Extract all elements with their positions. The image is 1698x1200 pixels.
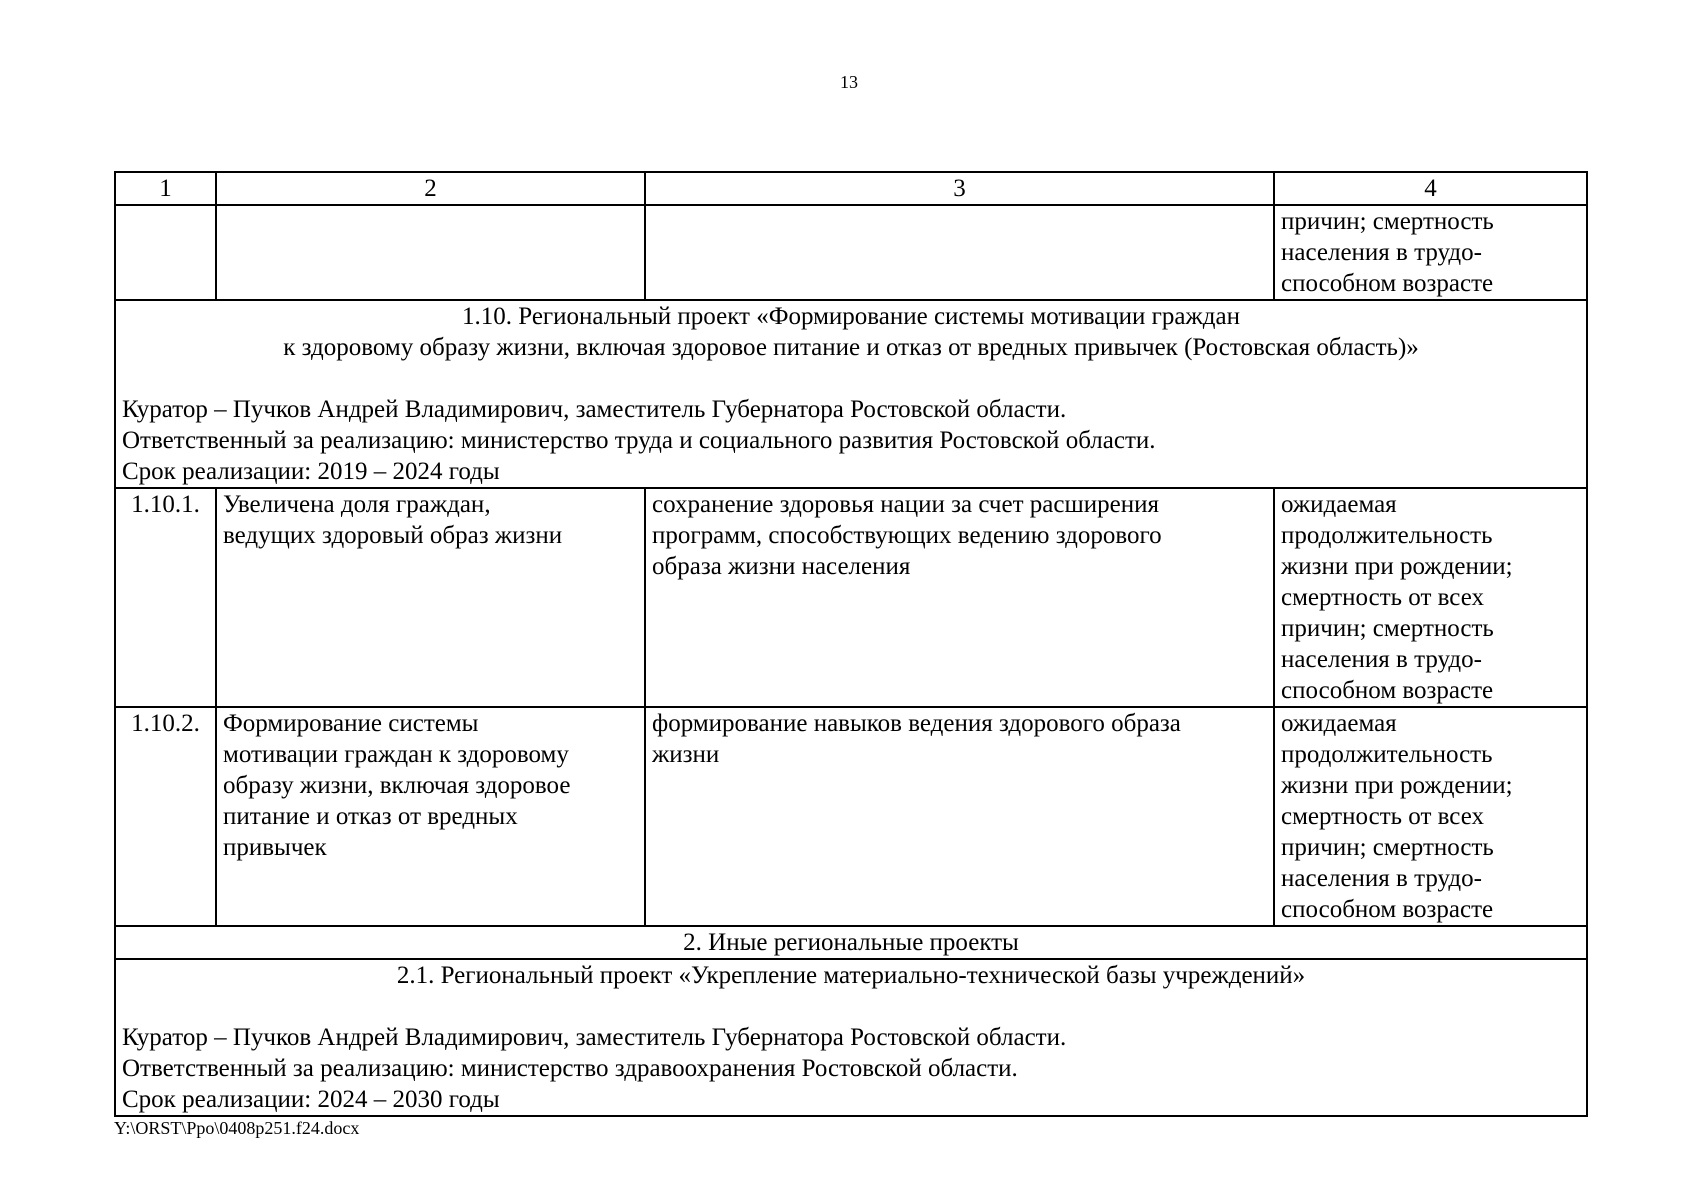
project-1-10-section — [115, 300, 1587, 488]
text-line: жизни при рождении; — [1281, 772, 1513, 799]
text-line: Увеличена доля граждан, — [223, 491, 491, 518]
text-line: жизни — [652, 741, 720, 768]
row-number: 1.10.2. — [115, 707, 216, 926]
text-line: Формирование системы — [223, 710, 479, 737]
project-2-1-section — [115, 959, 1587, 1116]
continuation-col3 — [645, 205, 1274, 300]
text-line: привычек — [223, 834, 327, 861]
text-line: смертность от всех — [1281, 803, 1484, 830]
project-1-10-title-line-1: 1.10. Региональный проект «Формирование системы мотивации граждан — [462, 303, 1240, 330]
row-indicators — [1274, 707, 1587, 926]
row-description — [645, 707, 1274, 926]
text-line: населения в трудо- — [1281, 239, 1482, 266]
text-line: населения в трудо- — [1281, 865, 1482, 892]
spacer — [122, 363, 1580, 394]
text-line: программ, способствующих ведению здорового — [652, 522, 1162, 549]
table-row-1-10-2 — [115, 707, 1587, 926]
text-line: населения в трудо- — [1281, 646, 1482, 673]
section-2-row — [115, 926, 1587, 959]
row-result — [216, 707, 645, 926]
table-header-row — [115, 172, 1587, 205]
text-line: жизни при рождении; — [1281, 553, 1513, 580]
text-line: питание и отказ от вредных — [223, 803, 518, 830]
text-line: формирование навыков ведения здорового образа — [652, 710, 1181, 737]
project-1-10-title-line-2: к здоровому образу жизни, включая здоровое питание и отказ от вредных привычек (Ростовская область)» — [283, 334, 1419, 361]
text-line: причин; смертность — [1281, 834, 1494, 861]
text-line: способном возрасте — [1281, 270, 1494, 297]
column-number-3: 3 — [645, 172, 1274, 205]
column-number-1: 1 — [115, 172, 216, 205]
section-2-title: 2. Иные региональные проекты — [115, 926, 1587, 959]
text-line: образа жизни населения — [652, 553, 911, 580]
text-line: ожидаемая — [1281, 491, 1397, 518]
text-line: способном возрасте — [1281, 896, 1494, 923]
row-number: 1.10.1. — [115, 488, 216, 707]
row-description — [645, 488, 1274, 707]
project-2-1-title: 2.1. Региональный проект «Укрепление материально-технической базы учреждений» — [396, 962, 1306, 989]
project-2-1-cell — [115, 959, 1587, 1116]
column-number-4: 4 — [1274, 172, 1587, 205]
document-table — [114, 171, 1588, 1117]
continuation-col2 — [216, 205, 645, 300]
project-1-10-term: Срок реализации: 2019 – 2024 годы — [122, 458, 500, 485]
text-line: причин; смертность — [1281, 208, 1494, 235]
page-number: 13 — [840, 72, 858, 92]
text-line: сохранение здоровья нации за счет расширения — [652, 491, 1159, 518]
text-line: способном возрасте — [1281, 677, 1494, 704]
text-line: продолжительность — [1281, 522, 1493, 549]
footer-file-path: Y:\ORST\Ppo\0408p251.f24.docx — [114, 1118, 360, 1138]
text-line: продолжительность — [1281, 741, 1493, 768]
project-1-10-cell — [115, 300, 1587, 488]
table-row-1-10-1 — [115, 488, 1587, 707]
row-indicators — [1274, 488, 1587, 707]
project-1-10-curator: Куратор – Пучков Андрей Владимирович, заместитель Губернатора Ростовской области. — [122, 396, 1067, 423]
text-line: мотивации граждан к здоровому — [223, 741, 569, 768]
text-line: ведущих здоровый образ жизни — [223, 522, 563, 549]
continuation-col1 — [115, 205, 216, 300]
text-line: образу жизни, включая здоровое — [223, 772, 571, 799]
continuation-col4 — [1274, 205, 1587, 300]
column-number-2: 2 — [216, 172, 645, 205]
project-2-1-term: Срок реализации: 2024 – 2030 годы — [122, 1086, 500, 1113]
text-line: причин; смертность — [1281, 615, 1494, 642]
spacer — [122, 991, 1580, 1022]
project-1-10-responsible: Ответственный за реализацию: министерство труда и социального развития Ростовской области. — [122, 427, 1156, 454]
project-2-1-curator: Куратор – Пучков Андрей Владимирович, заместитель Губернатора Ростовской области. — [122, 1024, 1067, 1051]
text-line: смертность от всех — [1281, 584, 1484, 611]
project-2-1-responsible: Ответственный за реализацию: министерство здравоохранения Ростовской области. — [122, 1055, 1018, 1082]
row-result — [216, 488, 645, 707]
text-line: ожидаемая — [1281, 710, 1397, 737]
continuation-row — [115, 205, 1587, 300]
